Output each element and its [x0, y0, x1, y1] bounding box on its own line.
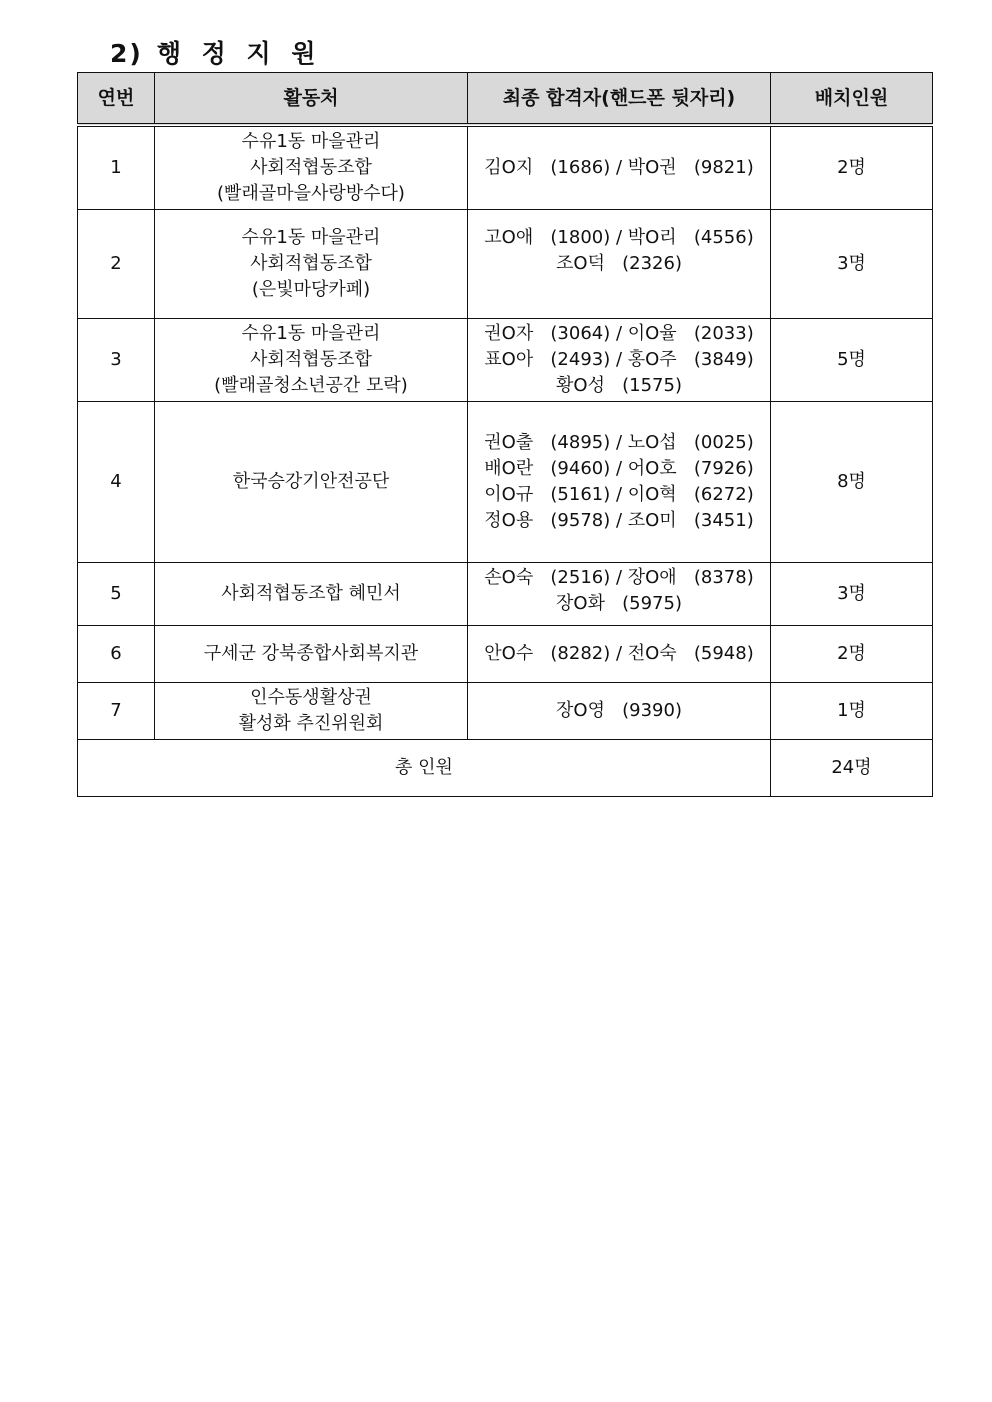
- place-line: 사회적협동조합: [250, 157, 372, 178]
- row-place: [155, 626, 468, 683]
- row-no: 1: [78, 125, 155, 210]
- row-members: [468, 402, 771, 563]
- row-place: [155, 125, 468, 210]
- place-line: 활성화 추진위원회: [238, 713, 384, 734]
- place-line: 수유1동 마을관리: [241, 131, 381, 152]
- place-line: 사회적협동조합 혜민서: [221, 583, 401, 604]
- table-row: [78, 210, 933, 319]
- row-members: [468, 626, 771, 683]
- section-title-text: 행 정 지 원: [156, 39, 322, 68]
- row-members: [468, 563, 771, 626]
- section-number: 2): [110, 39, 143, 68]
- header-members: 최종 합격자(핸드폰 뒷자리): [468, 73, 771, 126]
- member-line: 이O규 (5161) / 이O혁 (6272): [484, 484, 754, 505]
- place-line: 한국승강기안전공단: [232, 471, 390, 492]
- row-place: [155, 319, 468, 402]
- row-place: [155, 210, 468, 319]
- place-line: (빨래골청소년공간 모락): [214, 375, 408, 396]
- member-line: 정O용 (9578) / 조O미 (3451): [484, 510, 754, 531]
- row-count: 8명: [771, 402, 933, 563]
- member-line: 조O덕 (2326): [556, 253, 682, 274]
- row-count: 3명: [771, 210, 933, 319]
- table-row: [78, 319, 933, 402]
- place-line: 사회적협동조합: [250, 349, 372, 370]
- header-place: 활동처: [155, 73, 468, 126]
- place-line: 인수동생활상권: [250, 687, 372, 708]
- row-count: 5명: [771, 319, 933, 402]
- member-line: 장O화 (5975): [556, 593, 682, 614]
- row-no: 3: [78, 319, 155, 402]
- row-no: 7: [78, 683, 155, 740]
- place-line: 사회적협동조합: [250, 253, 372, 274]
- member-line: 황O성 (1575): [556, 375, 682, 396]
- row-no: 4: [78, 402, 155, 563]
- member-line: 표O아 (2493) / 홍O주 (3849): [484, 349, 754, 370]
- row-count: 2명: [771, 626, 933, 683]
- row-members: [468, 683, 771, 740]
- row-no: 6: [78, 626, 155, 683]
- place-line: (은빛마당카페): [251, 279, 371, 300]
- total-label: 총 인원: [78, 740, 771, 797]
- assignment-table: [77, 72, 933, 797]
- table-row: [78, 683, 933, 740]
- header-no: 연번: [78, 73, 155, 126]
- table-row: [78, 563, 933, 626]
- member-line: 권O자 (3064) / 이O율 (2033): [484, 323, 754, 344]
- row-count: 2명: [771, 125, 933, 210]
- table-row: [78, 125, 933, 210]
- row-place: [155, 402, 468, 563]
- place-line: (빨래골마을사랑방수다): [217, 183, 405, 204]
- header-row: [78, 73, 933, 126]
- section-heading: [110, 34, 322, 70]
- row-members: [468, 319, 771, 402]
- header-count: 배치인원: [771, 73, 933, 126]
- member-line: 손O숙 (2516) / 장O애 (8378): [484, 567, 754, 588]
- total-row: [78, 740, 933, 797]
- member-line: 권O출 (4895) / 노O섭 (0025): [484, 432, 754, 453]
- member-line: 고O애 (1800) / 박O리 (4556): [484, 227, 754, 248]
- member-line: 안O수 (8282) / 전O숙 (5948): [484, 643, 754, 664]
- table-row: [78, 402, 933, 563]
- row-count: 1명: [771, 683, 933, 740]
- table-row: [78, 626, 933, 683]
- row-place: [155, 683, 468, 740]
- member-line: 장O영 (9390): [556, 700, 682, 721]
- row-no: 2: [78, 210, 155, 319]
- place-line: 수유1동 마을관리: [241, 227, 381, 248]
- total-count: 24명: [771, 740, 933, 797]
- place-line: 수유1동 마을관리: [241, 323, 381, 344]
- row-place: [155, 563, 468, 626]
- place-line: 구세군 강북종합사회복지관: [203, 643, 419, 664]
- row-members: [468, 125, 771, 210]
- member-line: 김O지 (1686) / 박O권 (9821): [484, 157, 754, 178]
- row-members: [468, 210, 771, 319]
- member-line: 배O란 (9460) / 어O호 (7926): [484, 458, 754, 479]
- row-no: 5: [78, 563, 155, 626]
- row-count: 3명: [771, 563, 933, 626]
